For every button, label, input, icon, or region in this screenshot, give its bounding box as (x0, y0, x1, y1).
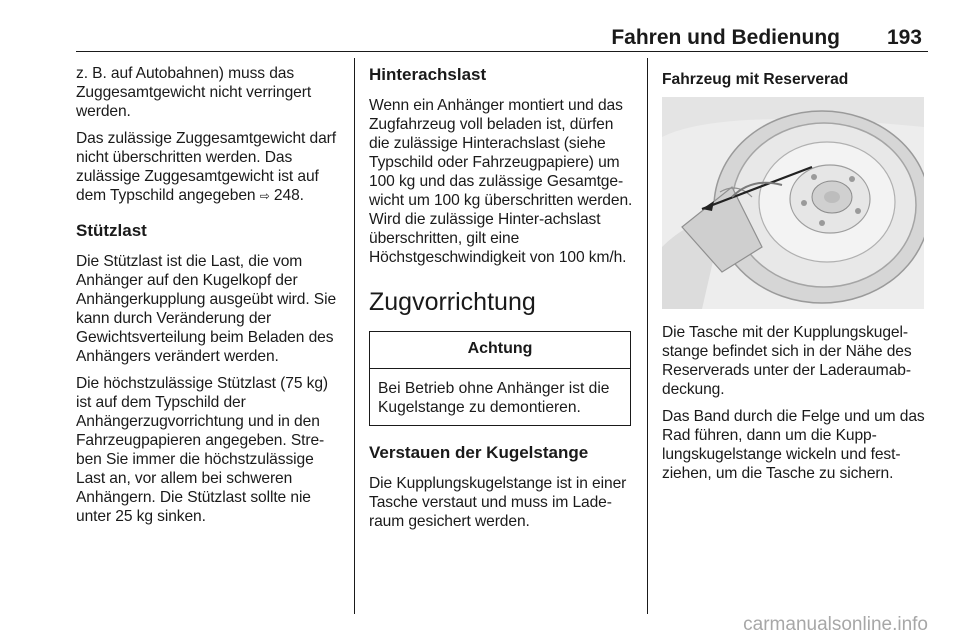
page-title: Fahren und Bedienung (611, 26, 840, 49)
figure-image (662, 97, 924, 309)
column-divider-1 (354, 58, 355, 614)
col2-paragraph-1: Wenn ein Anhänger montiert und das Zugfahrzeug voll beladen ist, dürfen die zulässige Hinterachslast (siehe Typschild oder Fahrzeugpapiere) um 100 kg und das zulässige Gesamtge-wicht um 100 kg überschritten werden. Wird die zulässige Hinter-achslast überschritten, gilt eine Höchstgeschwindigkeit von 100 km/h. (369, 97, 633, 266)
col1-paragraph-2-text: Das zulässige Zuggesamtgewicht darf nicht überschritten werden. Das zulässige Zuggesamtgewicht ist auf dem Typschild angegeben (76, 130, 336, 204)
figure-caption: Fahrzeug mit Reserverad (662, 71, 849, 88)
watermark: carmanualsonline.info (743, 614, 928, 635)
column-2 (369, 64, 635, 539)
warning-title: Achtung (370, 332, 630, 369)
page-header (76, 26, 928, 50)
column-1 (76, 64, 344, 534)
warning-box (369, 331, 631, 426)
col3-paragraph-2: Das Band durch die Felge und um das Rad führen, dann um die Kupp-lungskugelstange wickeln und fest-ziehen, um die Tasche zu sichern. (662, 408, 925, 482)
col1-paragraph-4: Die höchstzulässige Stützlast (75 kg) ist auf dem Typschild der Anhängerzugvorrichtung und in den Fahrzeugpapieren angegeben. Stre-ben Sie immer die höchstzulässige Last an, vor allem bei schweren Anhängern. Die Stützlast sollte nie unter 25 kg sinken. (76, 375, 328, 525)
col1-paragraph-2 (76, 129, 344, 206)
page-number: 193 (886, 26, 922, 49)
col1-paragraph-1: z. B. auf Autobahnen) muss das Zuggesamtgewicht nicht verringert werden. (76, 65, 312, 120)
col2-paragraph-2: Die Kupplungskugelstange ist in einer Tasche verstaut und muss im Lade-raum gesichert werden. (369, 475, 627, 530)
column-3 (662, 64, 930, 491)
header-rule (76, 51, 928, 52)
page-reference-link[interactable]: 248. (273, 187, 304, 204)
column-divider-2 (647, 58, 648, 614)
col3-paragraph-1: Die Tasche mit der Kupplungskugel-stange befindet sich in der Nähe des Reserverads unter der Laderaumab-deckung. (662, 324, 912, 398)
col1-paragraph-3: Die Stützlast ist die Last, die vom Anhänger auf den Kugelkopf der Anhängerkupplung ausgeübt wird. Sie kann durch Veränderung der Gewichtsverteilung beim Beladen des Anhängers verändert werden. (76, 253, 337, 365)
reference-arrow-icon: ⇨ (259, 189, 270, 203)
heading-verstauen: Verstauen der Kugelstange (369, 443, 589, 462)
heading-stuetzlast: Stützlast (76, 221, 147, 240)
warning-text: Bei Betrieb ohne Anhänger ist die Kugelstange zu demontieren. (378, 380, 610, 416)
heading-zugvorrichtung: Zugvorrichtung (369, 288, 536, 316)
heading-hinterachslast: Hinterachslast (369, 65, 487, 84)
spare-wheel-illustration-icon (662, 97, 924, 309)
